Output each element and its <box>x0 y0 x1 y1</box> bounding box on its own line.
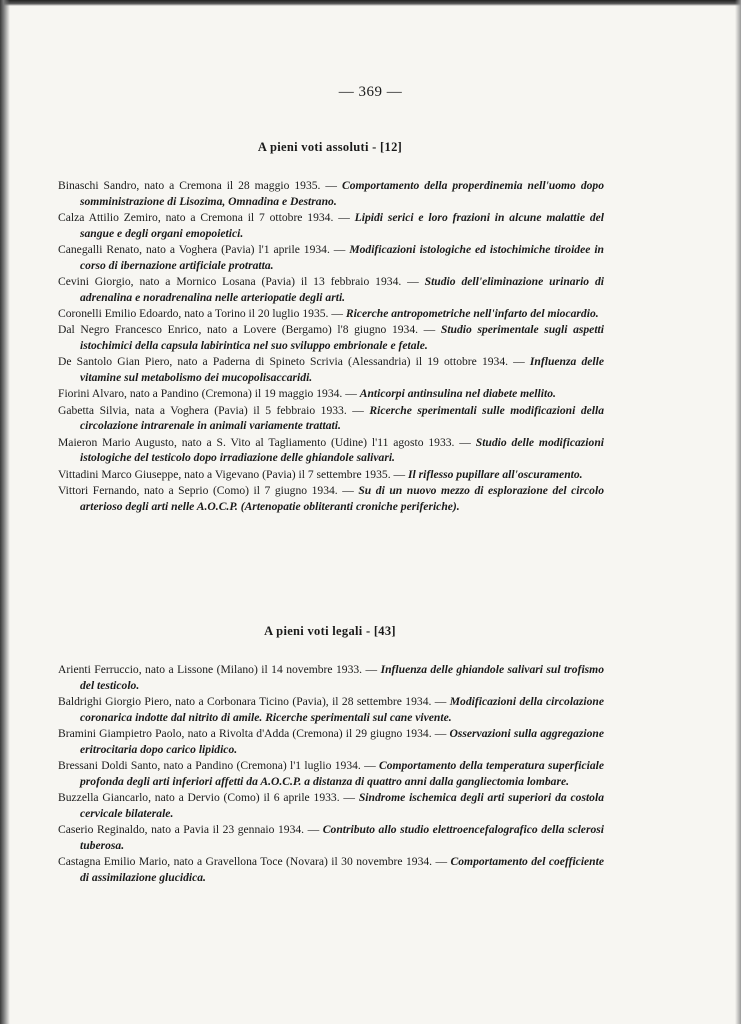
section-legali <box>58 662 604 886</box>
list-item: Arienti Ferruccio, nato a Lissone (Milano) il 14 novembre 1933. — Influenza delle ghiandole salivari sul trofismo del testicolo. <box>58 663 604 692</box>
list-item: Coronelli Emilio Edoardo, nato a Torino il 20 luglio 1935. — Ricerche antropometriche nell'infarto del miocardio. <box>58 306 599 320</box>
list-item: Buzzella Giancarlo, nato a Dervio (Como) il 6 aprile 1933. — Sindrome ischemica degli arti superiori da costola cervicale bilaterale. <box>58 790 604 820</box>
scan-top-edge <box>0 0 741 6</box>
section-heading-legali: A pieni voti legali - [43] <box>264 624 396 638</box>
list-item: Binaschi Sandro, nato a Cremona il 28 maggio 1935. — Comportamento della properdinemia nell'uomo dopo somministrazione di Lisozima, Omnadina e Destrano. <box>58 179 605 208</box>
list-item: Calza Attilio Zemiro, nato a Cremona il 7 ottobre 1934. — Lipidi serici e loro frazioni in alcune malattie del sangue e degli organi emopoietici. <box>58 210 604 240</box>
list-item: Bramini Giampietro Paolo, nato a Rivolta d'Adda (Cremona) il 29 giugno 1934. — Osservazioni sulla aggregazione eritrocitaria dopo carico lipidico. <box>58 726 604 756</box>
list-item: Vittadini Marco Giuseppe, nato a Vigevano (Pavia) il 7 settembre 1935. — Il riflesso pupillare all'oscuramento. <box>58 467 583 481</box>
section-heading-assoluti: A pieni voti assoluti - [12] <box>257 140 403 154</box>
section-assoluti <box>58 178 604 515</box>
list-item: Maieron Mario Augusto, nato a S. Vito al Tagliamento (Udine) l'11 agosto 1933. — Studio delle modificazioni istologiche del testicolo dopo irradiazione delle ghiandole salivari. <box>58 435 604 465</box>
list-item: Caserio Reginaldo, nato a Pavia il 23 gennaio 1934. — Contributo allo studio elettroencefalografico della sclerosi tuberosa. <box>58 822 604 852</box>
list-item: Bressani Doldi Santo, nato a Pandino (Cremona) l'1 luglio 1934. — Comportamento della temperatura superficiale profonda degli arti inferiori affetti da A.O.C.P. a distanza di quattro anni dalla gangliectomia lombare. <box>58 758 604 788</box>
list-item: Vittori Fernando, nato a Seprio (Como) il 7 giugno 1934. — Su di un nuovo mezzo di esplorazione del circolo arterioso degli arti nelle A.O.C.P. (Artenopatie obliteranti croniche periferiche). <box>58 484 604 513</box>
page-number: — 369 — <box>338 84 403 100</box>
list-item: Fiorini Alvaro, nato a Pandino (Cremona) il 19 maggio 1934. — Anticorpi antinsulina nel diabete mellito. <box>58 387 556 401</box>
list-item: Castagna Emilio Mario, nato a Gravellona Toce (Novara) il 30 novembre 1934. — Comportamento del coefficiente di assimilazione glucidica. <box>58 854 604 884</box>
list-item: Dal Negro Francesco Enrico, nato a Lovere (Bergamo) l'8 giugno 1934. — Studio sperimentale sugli aspetti istochimici della capsula labirintica nel suo sviluppo embrionale e fetale. <box>58 323 604 352</box>
list-item: Canegalli Renato, nato a Voghera (Pavia) l'1 aprile 1934. — Modificazioni istologiche ed istochimiche tiroidee in corso di ibernazione artificiale protratta. <box>58 242 604 272</box>
list-item: Gabetta Silvia, nata a Voghera (Pavia) il 5 febbraio 1933. — Ricerche sperimentali sulle modificazioni della circolazione intrarenale in animali variamente trattati. <box>58 403 604 433</box>
list-item: Baldrighi Giorgio Piero, nato a Corbonara Ticino (Pavia), il 28 settembre 1934. — Modificazioni della circolazione coronarica indotte dal nitrito di amile. Ricerche sperimentali sul cane vivente. <box>58 694 604 724</box>
scan-right-edge <box>735 0 741 1024</box>
list-item: De Santolo Gian Piero, nato a Paderna di Spineto Scrivia (Alessandria) il 19 ottobre 1934. — Influenza delle vitamine sul metabolismo dei mucopolisaccaridi. <box>58 355 604 384</box>
list-item: Cevini Giorgio, nato a Mornico Losana (Pavia) il 13 febbraio 1934. — Studio dell'eliminazione urinario di adrenalina e noradrenalina nelle arteriopatie degli arti. <box>58 274 605 304</box>
